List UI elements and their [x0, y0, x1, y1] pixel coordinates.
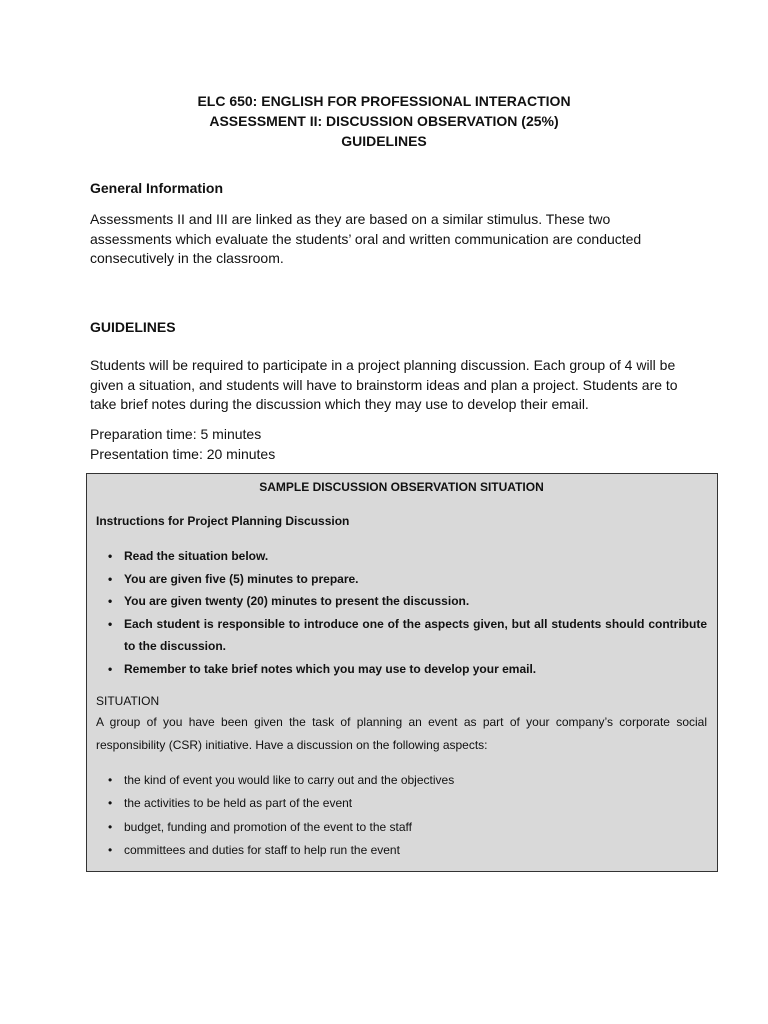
list-item: [96, 839, 707, 862]
instruction-text: You are given five (5) minutes to prepare.: [124, 571, 359, 586]
document-header: [0, 91, 768, 151]
bullet-icon: •: [108, 571, 113, 586]
list-item: [96, 545, 707, 568]
sample-situation-box: [86, 473, 718, 872]
guidelines-text: Students will be required to participate in a project planning discussion. Each group of 4 will be given a situation, and students will have to brainstorm ideas and plan a project. Students are to take brief notes during the discussion which they may use to develop their email.: [90, 357, 678, 412]
list-item: [96, 590, 707, 613]
bullet-icon: •: [108, 796, 113, 811]
timing-block: [90, 425, 682, 464]
instruction-text: Each student is responsible to introduce one of the aspects given, but all students should contribute to the discussion.: [124, 616, 707, 653]
guidelines-title: GUIDELINES: [341, 133, 427, 149]
bullet-icon: •: [108, 773, 113, 787]
list-item: [96, 769, 707, 792]
preparation-time: Preparation time: 5 minutes: [90, 426, 262, 442]
sample-situation-title: SAMPLE DISCUSSION OBSERVATION SITUATION: [259, 480, 544, 494]
situation-label: SITUATION: [96, 694, 160, 708]
list-item: [96, 792, 707, 815]
instruction-text: Read the situation below.: [124, 549, 269, 563]
presentation-time: Presentation time: 20 minutes: [90, 445, 276, 462]
bullet-icon: •: [108, 819, 113, 834]
bullet-icon: •: [108, 661, 113, 676]
instructions-heading: Instructions for Project Planning Discussion: [96, 514, 350, 528]
list-item: [96, 568, 707, 591]
aspect-text: committees and duties for staff to help run the event: [124, 842, 400, 857]
guidelines-heading: GUIDELINES: [90, 319, 176, 335]
aspect-text: the kind of event you would like to carry out and the objectives: [124, 773, 455, 787]
general-information-text: Assessments II and III are linked as they are based on a similar stimulus. These two assessments which evaluate the students’ oral and written communication are conducted consecutively in the classroom.: [90, 211, 642, 266]
aspect-text: budget, funding and promotion of the event to the staff: [124, 819, 412, 834]
aspects-list: [96, 769, 707, 862]
list-item: [96, 658, 707, 681]
instructions-list: [96, 545, 707, 680]
bullet-icon: •: [108, 594, 113, 608]
instruction-text: You are given twenty (20) minutes to present the discussion.: [124, 594, 470, 608]
instruction-text: Remember to take brief notes which you may use to develop your email.: [124, 661, 537, 676]
course-title: ELC 650: ENGLISH FOR PROFESSIONAL INTERACTION: [197, 93, 571, 109]
general-information-heading: General Information: [90, 180, 224, 196]
situation-text: A group of you have been given the task of planning an event as part of your company’s corporate social responsibility (CSR) initiative. Have a discussion on the following aspects:: [96, 715, 707, 752]
list-item: [96, 613, 707, 658]
list-item: [96, 816, 707, 839]
bullet-icon: •: [108, 616, 113, 631]
bullet-icon: •: [108, 842, 113, 857]
assessment-title: ASSESSMENT II: DISCUSSION OBSERVATION (25%): [209, 113, 559, 129]
bullet-icon: •: [108, 549, 113, 563]
aspect-text: the activities to be held as part of the event: [124, 796, 353, 811]
